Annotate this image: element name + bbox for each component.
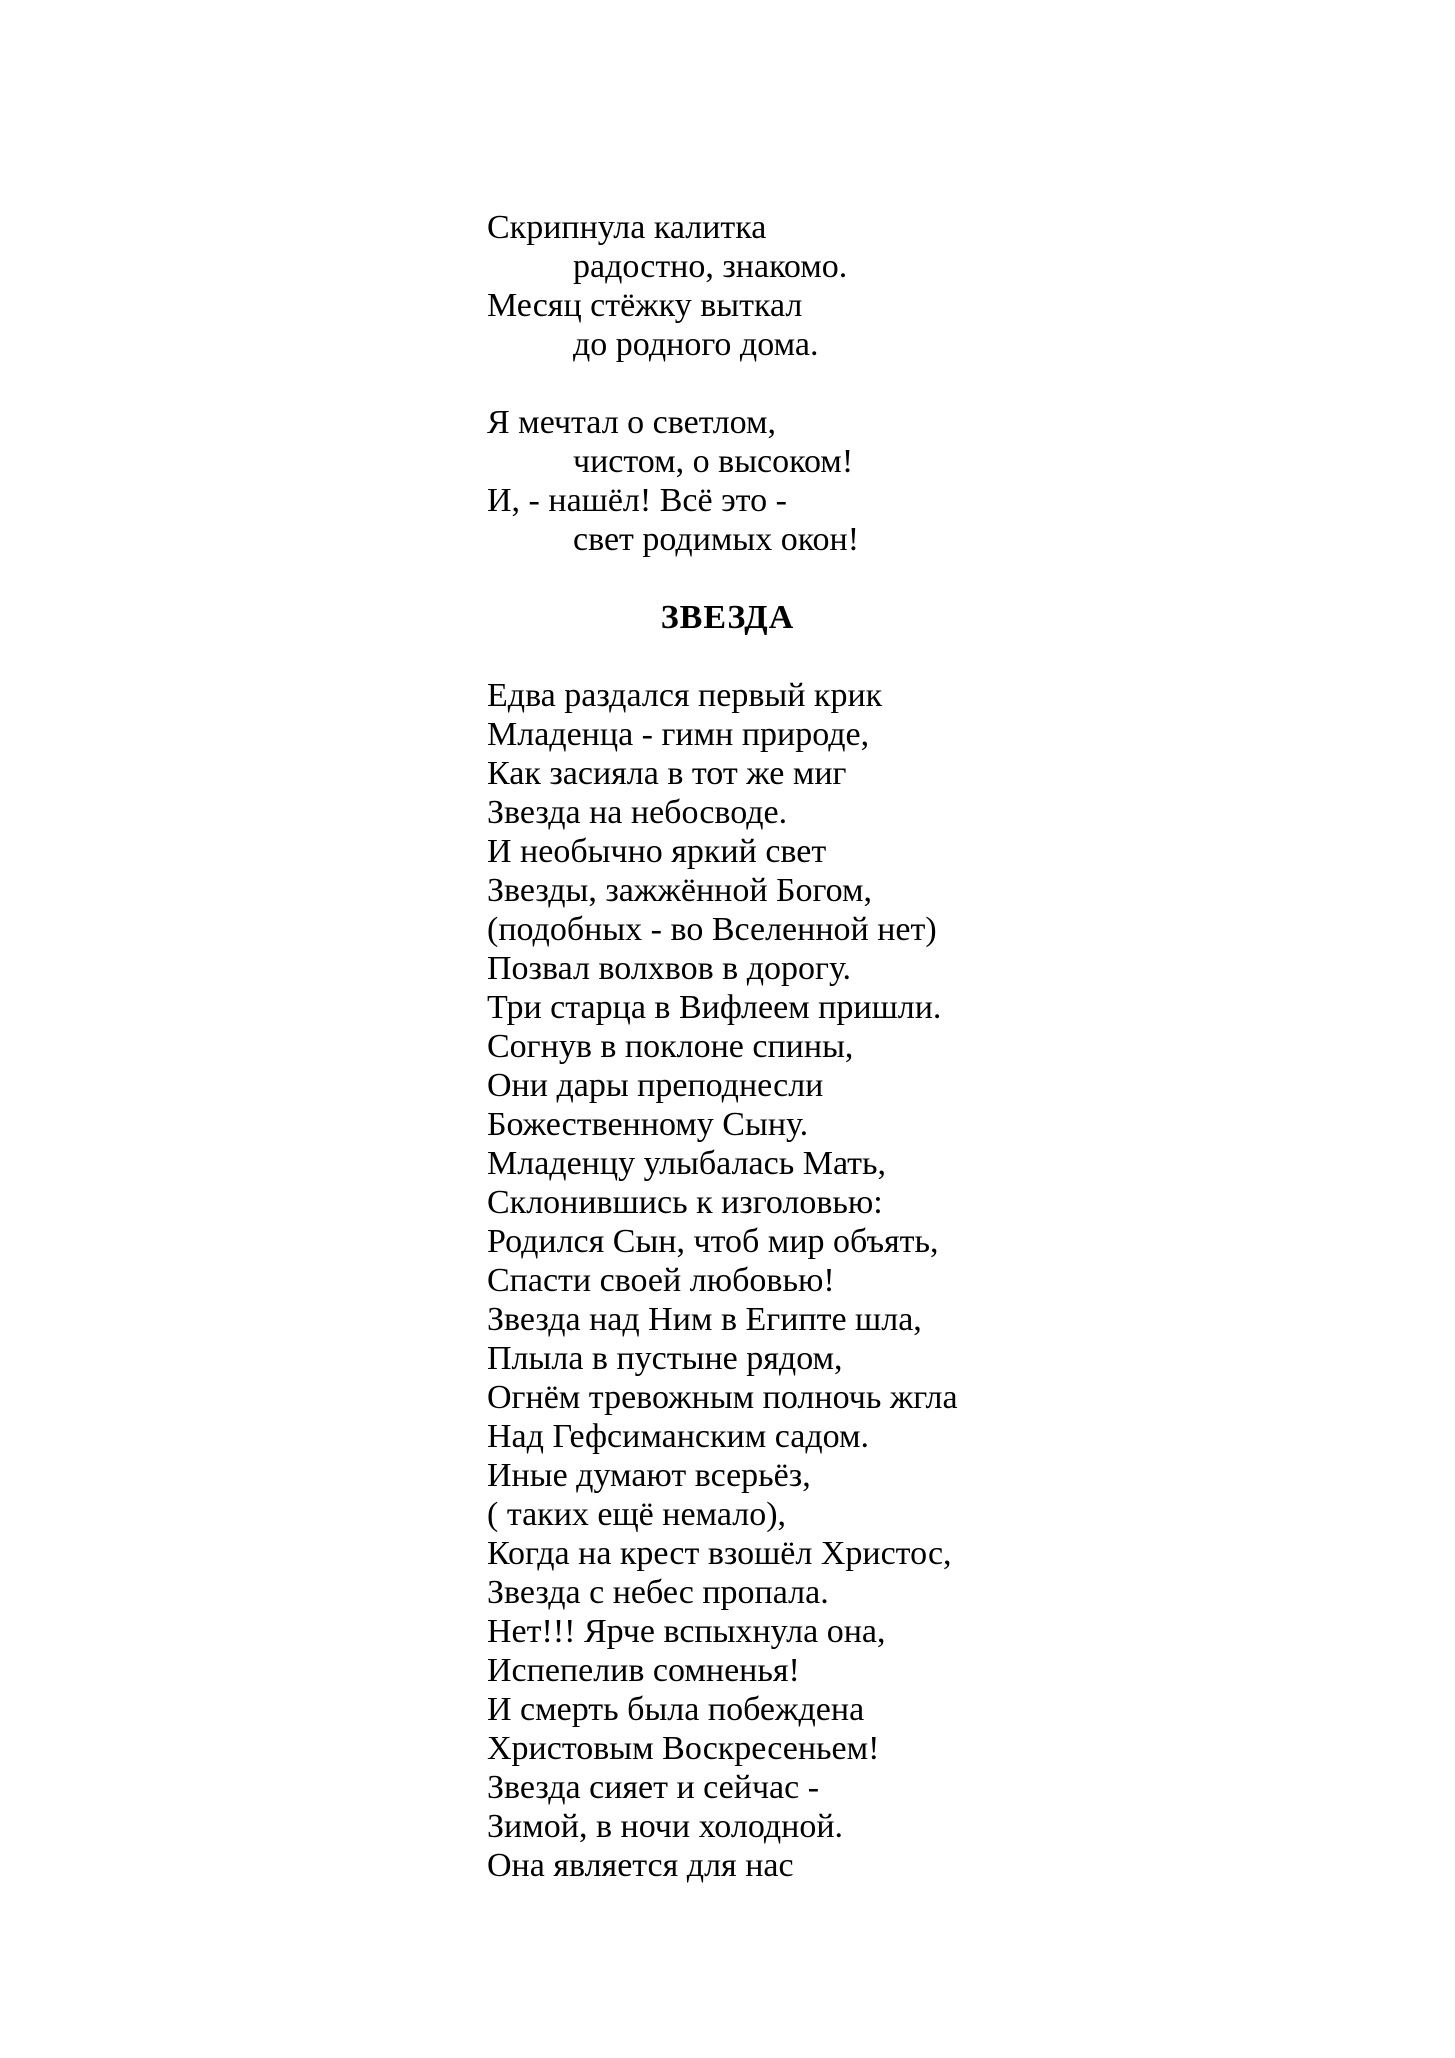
poem-line-indented: чистом, о высоком! xyxy=(573,443,854,480)
poem-line: Испепелив сомненья! xyxy=(487,1652,800,1689)
poem-line: Они дары преподнесли xyxy=(487,1067,824,1104)
poem-line: Младенцу улыбалась Мать, xyxy=(487,1145,887,1182)
poem-line: Родился Сын, чтоб мир объять, xyxy=(487,1223,939,1260)
poem-line: Спасти своей любовью! xyxy=(487,1262,835,1299)
poem-line: Когда на крест взошёл Христос, xyxy=(487,1535,952,1572)
poem-line: Огнём тревожным полночь жгла xyxy=(487,1379,958,1416)
poem-line: Позвал волхвов в дорогу. xyxy=(487,950,852,987)
poem-line: Она является для нас xyxy=(487,1847,794,1884)
poem-line: Над Гефсиманским садом. xyxy=(487,1418,869,1455)
poem-line: Нет!!! Ярче вспыхнула она, xyxy=(487,1613,886,1650)
poem-line: Месяц стёжку выткал xyxy=(487,287,803,324)
poem-text-block xyxy=(0,208,1455,1885)
poem-line-indented: радостно, знакомо. xyxy=(573,248,848,285)
poem-line: Я мечтал о светлом, xyxy=(487,404,777,441)
poem-line: Христовым Воскресеньем! xyxy=(487,1730,880,1767)
blank-line xyxy=(0,637,1455,676)
poem-line: Иные думают всерьёз, xyxy=(487,1457,811,1494)
poem-line: Как засияла в тот же миг xyxy=(487,755,847,792)
poem-line: Божественному Сыну. xyxy=(487,1106,809,1143)
poem-line: И смерть была побеждена xyxy=(487,1691,865,1728)
blank-line xyxy=(0,559,1455,598)
poem-line: Зимой, в ночи холодной. xyxy=(487,1808,844,1845)
poem-line: (подобных - во Вселенной нет) xyxy=(487,911,937,948)
poem-line-indented: свет родимых окон! xyxy=(573,521,860,558)
poem-line: Звезды, зажжённой Богом, xyxy=(487,872,873,909)
poem-line: Звезда над Ним в Египте шла, xyxy=(487,1301,922,1338)
poem-line-indented: до родного дома. xyxy=(573,326,819,363)
poem-line: И необычно яркий свет xyxy=(487,833,827,870)
poem-line: Три старца в Вифлеем пришли. xyxy=(487,989,942,1026)
poem-line: Едва раздался первый крик xyxy=(487,677,883,714)
poem-line: Звезда с небес пропала. xyxy=(487,1574,829,1611)
poem-line: Скрипнула калитка xyxy=(487,209,767,246)
poem-line: Звезда сияет и сейчас - xyxy=(487,1769,820,1806)
poem-line: ( таких ещё немало), xyxy=(487,1496,787,1533)
poem-line: Плыла в пустыне рядом, xyxy=(487,1340,843,1377)
poem-line: Младенца - гимн природе, xyxy=(487,716,870,753)
blank-line xyxy=(0,364,1455,403)
poem-line: Склонившись к изголовью: xyxy=(487,1184,883,1221)
poem-title: ЗВЕЗДА xyxy=(660,599,795,636)
poem-line: Согнув в поклоне спины, xyxy=(487,1028,854,1065)
poem-line: И, - нашёл! Всё это - xyxy=(487,482,787,519)
poem-line: Звезда на небосводе. xyxy=(487,794,788,831)
